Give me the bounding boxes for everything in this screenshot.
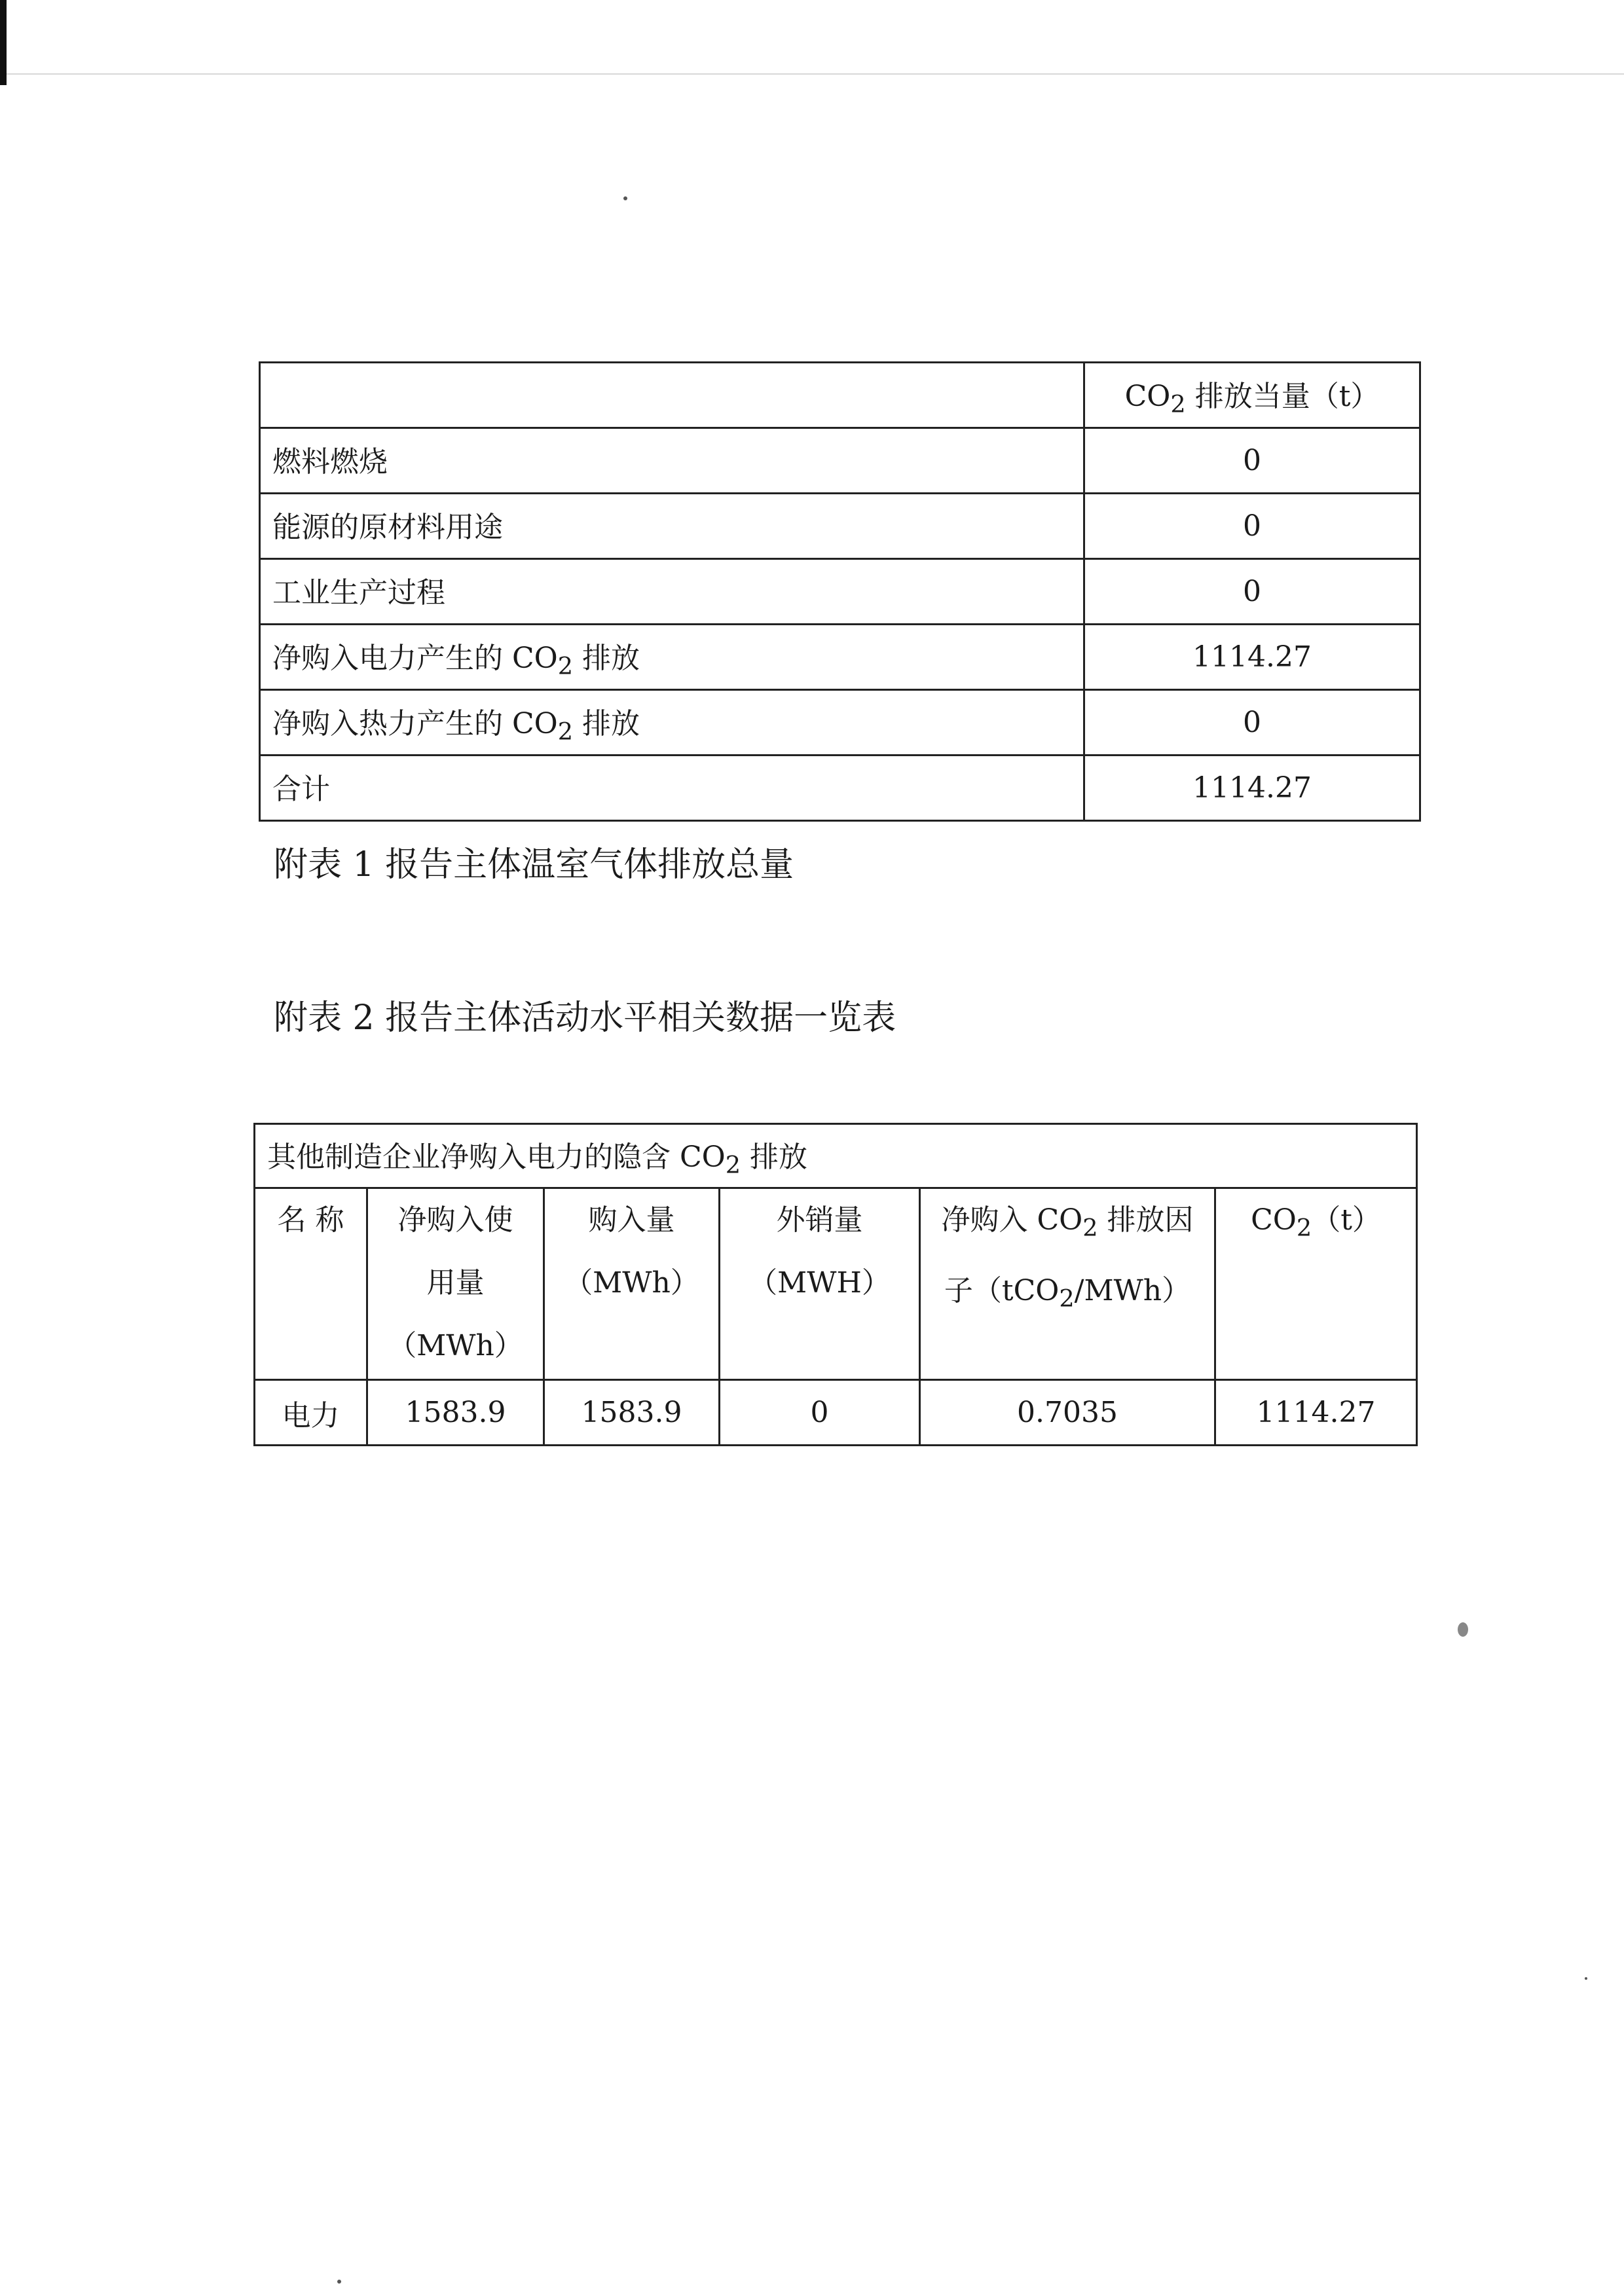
row-value: 1114.27 [1084, 756, 1420, 821]
row-label-suffix: 排放 [573, 706, 640, 740]
header-purchase-line1: 购入量 [588, 1203, 675, 1237]
row-label [260, 625, 1084, 690]
header-co2-subscript: 2 [1170, 390, 1186, 418]
cell-co2: 1114.27 [1215, 1380, 1417, 1446]
header-export-line1: 外销量 [776, 1203, 863, 1237]
row-label-subscript: 2 [557, 717, 574, 746]
header-export-unit: （MWH） [748, 1266, 891, 1300]
scan-speck [1458, 1622, 1468, 1637]
cell-purchase: 1583.9 [544, 1380, 720, 1446]
table-total-row [260, 756, 1420, 821]
row-value: 0 [1084, 428, 1420, 494]
table-row [255, 1380, 1417, 1446]
row-value: 0 [1084, 690, 1420, 756]
header-net-use-line1: 净购入使 [397, 1203, 513, 1237]
row-label-text: 工业生产过程 [272, 575, 445, 610]
header-co2-unit: （t） [1312, 1203, 1381, 1237]
scan-edge-line [7, 73, 1624, 75]
header-factor-unit-text: 子（tCO [944, 1273, 1060, 1307]
table-row [260, 625, 1420, 690]
table-row [260, 690, 1420, 756]
scan-speck [623, 196, 627, 200]
row-value: 1114.27 [1084, 625, 1420, 690]
row-label [260, 690, 1084, 756]
header-factor-text: 净购入 CO [941, 1203, 1083, 1237]
table-header-row [255, 1188, 1417, 1380]
header-co2-text: CO [1251, 1203, 1297, 1237]
header-co2-cell [1084, 363, 1420, 428]
table-row [260, 428, 1420, 494]
scan-speck [1585, 1977, 1587, 1980]
cell-name: 电力 [255, 1380, 367, 1446]
cell-emission-factor: 0.7035 [920, 1380, 1215, 1446]
header-factor-subscript: 2 [1082, 1213, 1098, 1242]
header-factor-unit-subscript: 2 [1059, 1284, 1075, 1313]
header-co2-unit: 排放当量（t） [1185, 379, 1380, 413]
header-net-use-unit: （MWh） [388, 1329, 523, 1362]
cell-export: 0 [720, 1380, 920, 1446]
row-value: 0 [1084, 559, 1420, 625]
row-label [260, 428, 1084, 494]
header-purchase [544, 1188, 720, 1380]
row-label-text: 净购入热力产生的 CO [272, 706, 558, 740]
row-label-text: 合计 [272, 772, 330, 806]
row-label-text: 净购入电力产生的 CO [272, 641, 558, 675]
row-label [260, 756, 1084, 821]
header-net-use [367, 1188, 544, 1380]
row-label [260, 559, 1084, 625]
ghg-emissions-summary-table [259, 361, 1421, 822]
row-label [260, 494, 1084, 559]
table-1-caption: 附表 1 报告主体温室气体排放总量 [274, 845, 794, 884]
header-label-cell [260, 363, 1084, 428]
cell-net-use: 1583.9 [367, 1380, 544, 1446]
header-export [720, 1188, 920, 1380]
table-title-cell [255, 1124, 1417, 1188]
header-co2-subscript: 2 [1296, 1213, 1312, 1242]
table-row [260, 559, 1420, 625]
table-header-row [260, 363, 1420, 428]
table-row [260, 494, 1420, 559]
row-label-subscript: 2 [557, 651, 574, 680]
activity-data-table [253, 1123, 1418, 1446]
table-title-text: 其他制造企业净购入电力的隐含 CO [267, 1140, 726, 1174]
header-net-use-line2: 用量 [426, 1266, 485, 1300]
row-value: 0 [1084, 494, 1420, 559]
scan-speck [337, 2280, 341, 2284]
row-label-text: 燃料燃烧 [272, 445, 388, 479]
header-name: 名 称 [255, 1188, 367, 1380]
scan-edge-mark [0, 0, 7, 85]
table-2-caption: 附表 2 报告主体活动水平相关数据一览表 [274, 998, 896, 1038]
table-title-subscript: 2 [725, 1150, 741, 1179]
table-title-suffix: 排放 [741, 1140, 808, 1174]
row-label-suffix: 排放 [573, 641, 640, 675]
header-emission-factor [920, 1188, 1215, 1380]
header-factor-suffix: 排放因 [1098, 1203, 1194, 1237]
table-title-row [255, 1124, 1417, 1188]
header-factor-unit-suffix: /MWh） [1074, 1273, 1191, 1307]
header-purchase-unit: （MWh） [564, 1266, 699, 1300]
row-label-text: 能源的原材料用途 [272, 510, 503, 544]
header-co2 [1215, 1188, 1417, 1380]
header-co2-text: CO [1124, 379, 1171, 413]
